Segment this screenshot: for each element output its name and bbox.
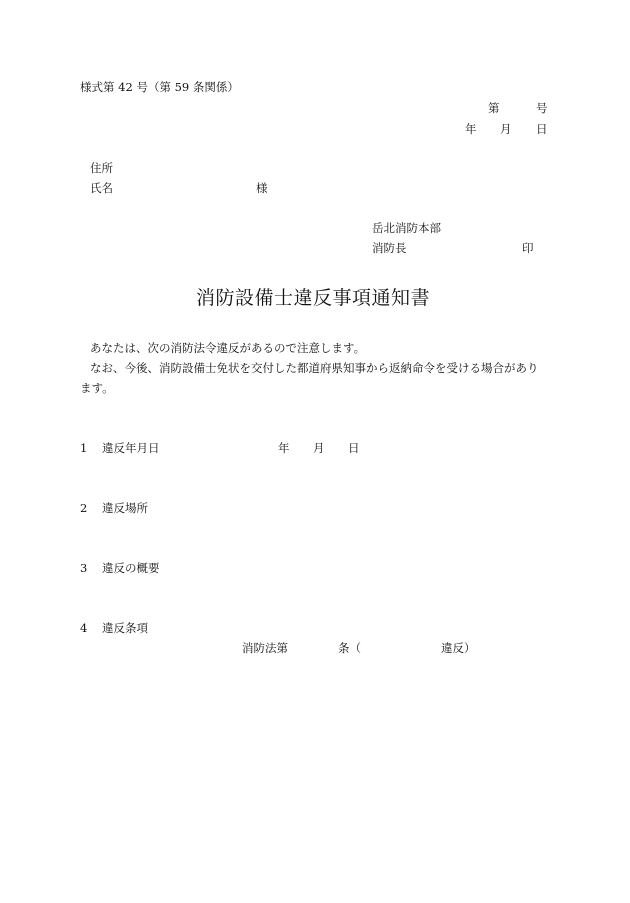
issue-date-year: 年: [465, 122, 477, 136]
item-2-label: 違反場所: [102, 501, 148, 515]
document-title: 消防設備士違反事項通知書: [196, 287, 431, 309]
item-2-number: 2: [80, 501, 88, 515]
sender-title: 消防長: [372, 241, 407, 255]
document-number-prefix: 第: [488, 101, 500, 115]
item-4-law-prefix: 消防法第: [242, 641, 288, 655]
item-1-year: 年: [278, 441, 290, 455]
sender-seal: 印: [522, 241, 534, 255]
item-3-number: 3: [80, 561, 88, 575]
item-1-month: 月: [313, 441, 325, 455]
issue-date-month: 月: [500, 122, 512, 136]
item-4-violation: 違反）: [441, 641, 476, 655]
sender-organization: 岳北消防本部: [372, 221, 441, 235]
body-line-2: なお、今後、消防設備士免状を交付した都道府県知事から返納命令を受ける場合があり: [90, 361, 539, 375]
item-1-day: 日: [348, 441, 360, 455]
item-1-number: 1: [80, 441, 88, 455]
form-number: 様式第 42 号（第 59 条関係）: [80, 80, 239, 94]
item-1-label: 違反年月日: [102, 441, 160, 455]
item-4-number: 4: [80, 621, 88, 635]
item-4-article: 条（: [338, 641, 361, 655]
body-line-3: ます。: [80, 381, 114, 395]
body-line-1: あなたは、次の消防法令違反があるので注意します。: [90, 341, 366, 355]
recipient-name-label: 氏名: [90, 181, 113, 195]
item-4-label: 違反条項: [102, 621, 148, 635]
recipient-address-label: 住所: [90, 161, 113, 175]
recipient-honorific: 様: [256, 181, 268, 195]
item-3-label: 違反の概要: [102, 561, 160, 575]
document-number-suffix: 号: [536, 101, 548, 115]
issue-date-day: 日: [536, 122, 548, 136]
